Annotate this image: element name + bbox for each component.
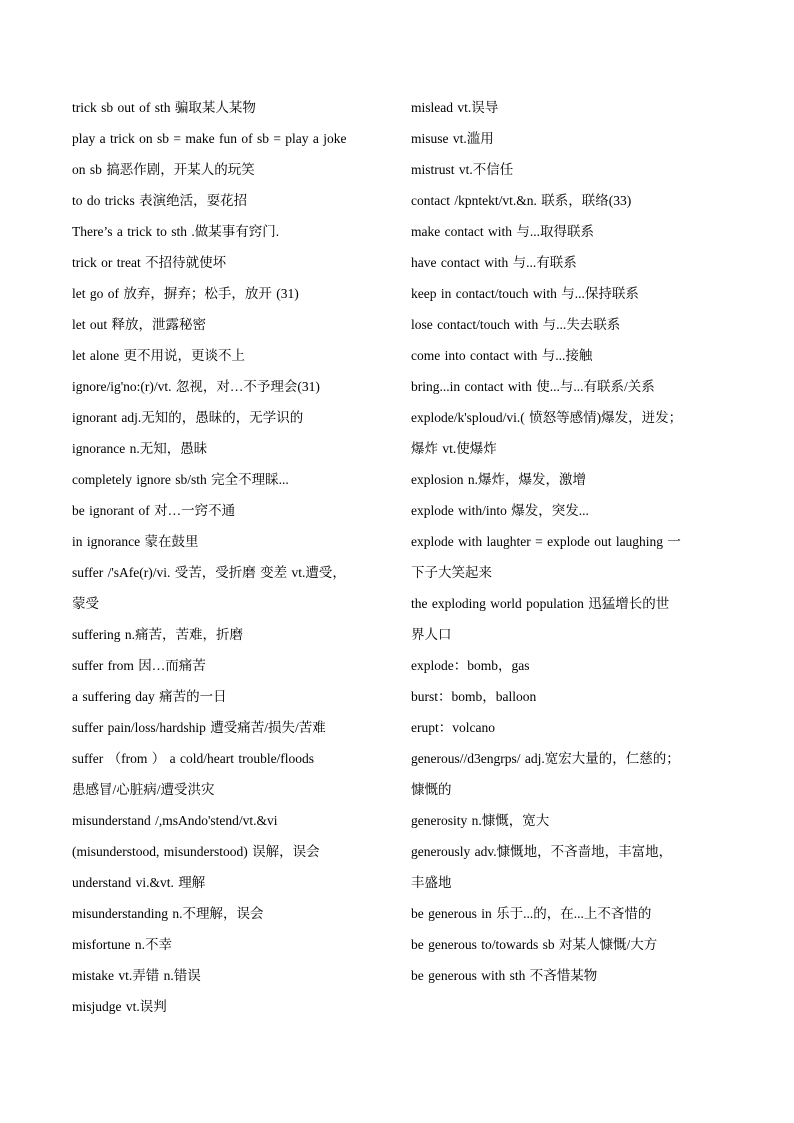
left-column-line: on sb 搞恶作剧，开某人的玩笑 [72, 162, 255, 177]
right-column-line: be generous with sth 不吝惜某物 [411, 968, 598, 983]
right-column-line: 丰盛地 [411, 875, 452, 890]
left-column-line: be ignorant of 对…一窍不通 [72, 503, 236, 518]
left-column-line: mistake vt.弄错 n.错误 [72, 968, 201, 983]
right-column-line: explode with/into 爆发，突发... [411, 503, 589, 518]
left-column-line: ignorance n.无知，愚昧 [72, 441, 208, 456]
right-column-line: generosity n.慷慨，宽大 [411, 813, 550, 828]
left-column-line: misunderstand /,msAndo'stend/vt.&vi [72, 813, 278, 828]
right-column-line: mistrust vt.不信任 [411, 162, 514, 177]
left-column-line: play a trick on sb = make fun of sb = play a joke [72, 131, 347, 146]
left-column-line: let go of 放弃，摒弃；松手，放开 (31) [72, 286, 299, 301]
right-column-line: generously adv.慷慨地，不吝啬地，丰富地， [411, 844, 673, 859]
right-column-line: generous//d3engrps/ adj.宽宏大量的，仁慈的； [411, 751, 680, 766]
left-column-line: 患感冒/心脏病/遭受洪灾 [72, 782, 215, 797]
left-column-line: in ignorance 蒙在鼓里 [72, 534, 199, 549]
left-column-line: suffer /'sAfe(r)/vi. 受苦，受折磨 变差 vt.遭受， [72, 565, 346, 580]
left-column-line: a suffering day 痛苦的一日 [72, 689, 227, 704]
left-column-line: suffer from 因…而痛苦 [72, 658, 206, 673]
left-column [72, 92, 394, 1022]
right-column-line: 界人口 [411, 627, 452, 642]
right-column-line: come into contact with 与...接触 [411, 348, 593, 363]
right-column-line: explode with laughter = explode out laughing 一 [411, 534, 681, 549]
right-column-line: explode/k'sploud/vi.( 愤怒等感情)爆发，迸发； [411, 410, 683, 425]
right-column-line: contact /kpntekt/vt.&n. 联系，联络(33) [411, 193, 632, 208]
right-column-line: have contact with 与...有联系 [411, 255, 577, 270]
right-column-line: make contact with 与...取得联系 [411, 224, 594, 239]
right-column-line: lose contact/touch with 与...失去联系 [411, 317, 621, 332]
left-column-line: ignore/ig'no:(r)/vt. 忽视，对…不予理会(31) [72, 379, 320, 394]
left-column-line: misunderstanding n.不理解，误会 [72, 906, 264, 921]
left-column-line: suffer （from ） a cold/heart trouble/floods [72, 751, 315, 766]
right-column-line: 爆炸 vt.使爆炸 [411, 441, 497, 456]
right-column-line: 慷慨的 [411, 782, 452, 797]
right-column [411, 92, 739, 991]
left-column-line: 蒙受 [72, 596, 99, 611]
right-column-line: explosion n.爆炸，爆发，激增 [411, 472, 586, 487]
left-column-line: misjudge vt.误判 [72, 999, 167, 1014]
right-column-line: be generous to/towards sb 对某人慷慨/大方 [411, 937, 658, 952]
right-column-line: misuse vt.滥用 [411, 131, 494, 146]
left-column-line: trick sb out of sth 骗取某人某物 [72, 100, 256, 115]
left-column-line: suffer pain/loss/hardship 遭受痛苦/损失/苦难 [72, 720, 326, 735]
left-column-line: completely ignore sb/sth 完全不理睬... [72, 472, 289, 487]
left-column-line: suffering n.痛苦，苦难，折磨 [72, 627, 243, 642]
left-column-line: trick or treat 不招待就使坏 [72, 255, 227, 270]
right-column-line: explode：bomb，gas [411, 658, 530, 673]
left-column-line: (misunderstood, misunderstood) 误解，误会 [72, 844, 320, 859]
left-column-line: There’s a trick to sth .做某事有窍门. [72, 224, 280, 239]
left-column-line: let out 释放，泄露秘密 [72, 317, 206, 332]
left-column-line: to do tricks 表演绝活，耍花招 [72, 193, 248, 208]
left-column-line: ignorant adj.无知的，愚昧的，无学识的 [72, 410, 304, 425]
right-column-line: be generous in 乐于...的，在...上不吝惜的 [411, 906, 652, 921]
right-column-line: the exploding world population 迅猛增长的世 [411, 596, 670, 611]
left-column-line: misfortune n.不幸 [72, 937, 172, 952]
right-column-line: 下子大笑起来 [411, 565, 492, 580]
left-column-line: understand vi.&vt. 理解 [72, 875, 206, 890]
right-column-line: keep in contact/touch with 与...保持联系 [411, 286, 639, 301]
right-column-line: burst：bomb，balloon [411, 689, 537, 704]
right-column-line: mislead vt.误导 [411, 100, 499, 115]
right-column-line: erupt：volcano [411, 720, 495, 735]
right-column-line: bring...in contact with 使...与...有联系/关系 [411, 379, 655, 394]
left-column-line: let alone 更不用说，更谈不上 [72, 348, 245, 363]
